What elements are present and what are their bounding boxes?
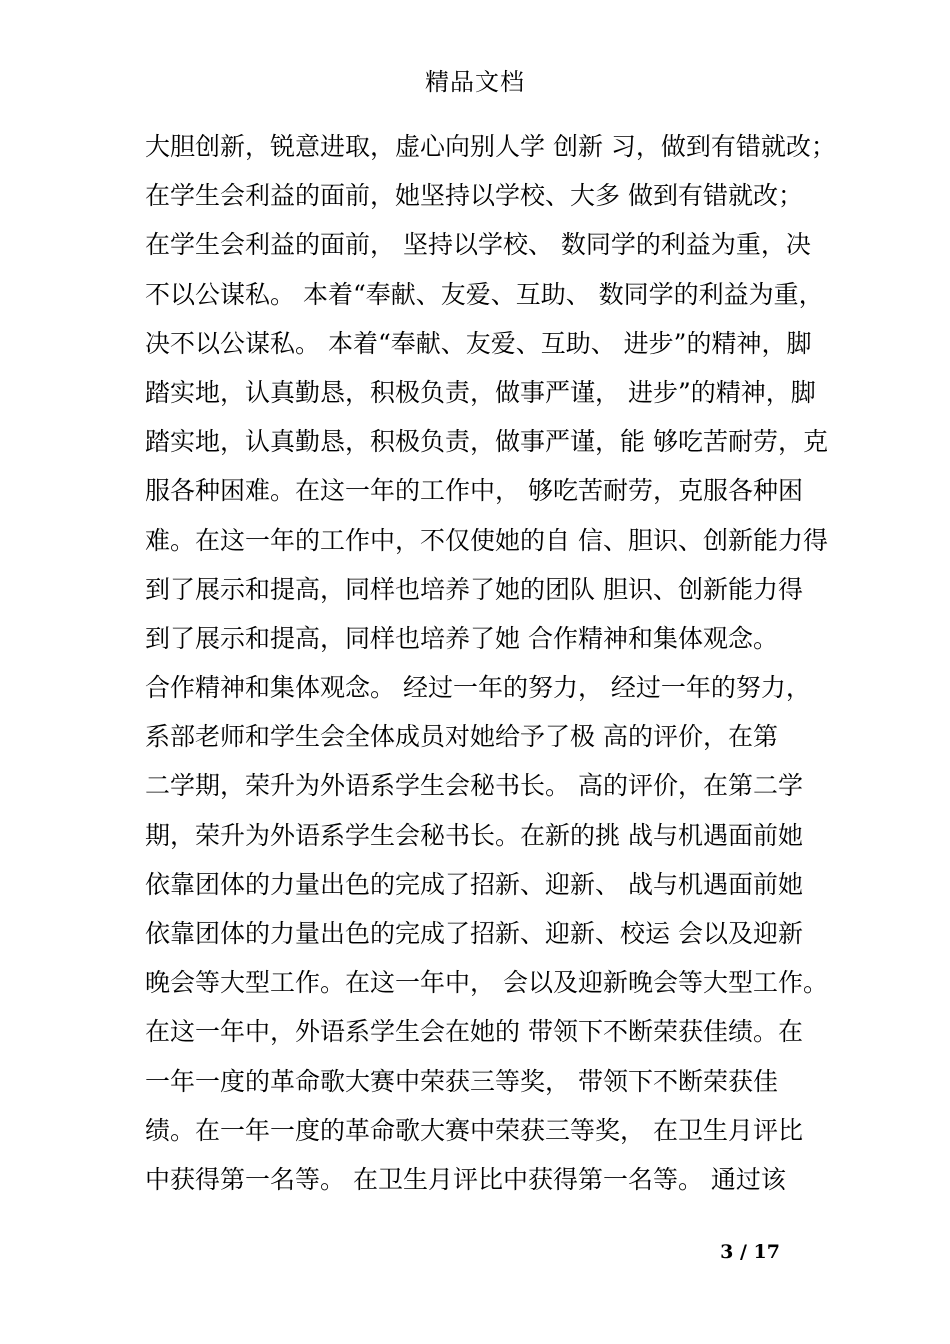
text-line: 难。在这一年的工作中，不仅使她的自 信、胆识、创新能力得: [145, 525, 828, 555]
text-line: 一年一度的革命歌大赛中荣获三等奖， 带领下不断荣获佳: [145, 1066, 778, 1096]
text-line: 二学期，荣升为外语系学生会秘书长。 高的评价，在第二学: [145, 771, 803, 801]
text-line: 合作精神和集体观念。 经过一年的努力， 经过一年的努力，: [145, 673, 811, 703]
text-line: 决不以公谋私。 本着“奉献、友爱、互助、 进步”的精神，脚: [145, 328, 812, 358]
text-line: 期，荣升为外语系学生会秘书长。在新的挑 战与机遇面前她: [145, 820, 803, 850]
text-line: 绩。在一年一度的革命歌大赛中荣获三等奖， 在卫生月评比: [145, 1115, 803, 1145]
text-line: 在学生会利益的面前，她坚持以学校、大多 做到有错就改；: [145, 181, 803, 211]
text-line: 服各种困难。在这一年的工作中， 够吃苦耐劳，克服各种困: [145, 476, 803, 506]
body-text: [145, 128, 836, 1210]
text-line: 不以公谋私。 本着“奉献、友爱、互助、 数同学的利益为重，: [145, 279, 824, 309]
text-line: 系部老师和学生会全体成员对她给予了极 高的评价，在第: [145, 722, 778, 752]
text-line: 到了展示和提高，同样也培养了她 合作精神和集体观念。: [145, 623, 778, 653]
text-line: 在这一年中，外语系学生会在她的 带领下不断荣获佳绩。在: [145, 1017, 803, 1047]
text-line: 到了展示和提高，同样也培养了她的团队 胆识、创新能力得: [145, 574, 803, 604]
text-line: 晚会等大型工作。在这一年中， 会以及迎新晚会等大型工作。: [145, 968, 828, 998]
text-line: 大胆创新，锐意进取，虚心向别人学 创新 习，做到有错就改；: [145, 132, 836, 161]
text-line: 依靠团体的力量出色的完成了招新、迎新、校运 会以及迎新: [145, 919, 803, 948]
text-line: 中获得第一名等。 在卫生月评比中获得第一名等。 通过该: [145, 1164, 786, 1194]
text-line: 在学生会利益的面前， 坚持以学校、 数同学的利益为重，决: [145, 230, 811, 260]
text-line: 踏实地，认真勤恳，积极负责，做事严谨，能 够吃苦耐劳，克: [145, 427, 828, 457]
page-header-title: 精品文档: [425, 68, 525, 96]
page-number: 3 / 17: [720, 1241, 780, 1263]
text-line: 依靠团体的力量出色的完成了招新、迎新、 战与机遇面前她: [145, 869, 803, 899]
text-line: 踏实地，认真勤恳，积极负责，做事严谨， 进步”的精神，脚: [145, 377, 816, 407]
